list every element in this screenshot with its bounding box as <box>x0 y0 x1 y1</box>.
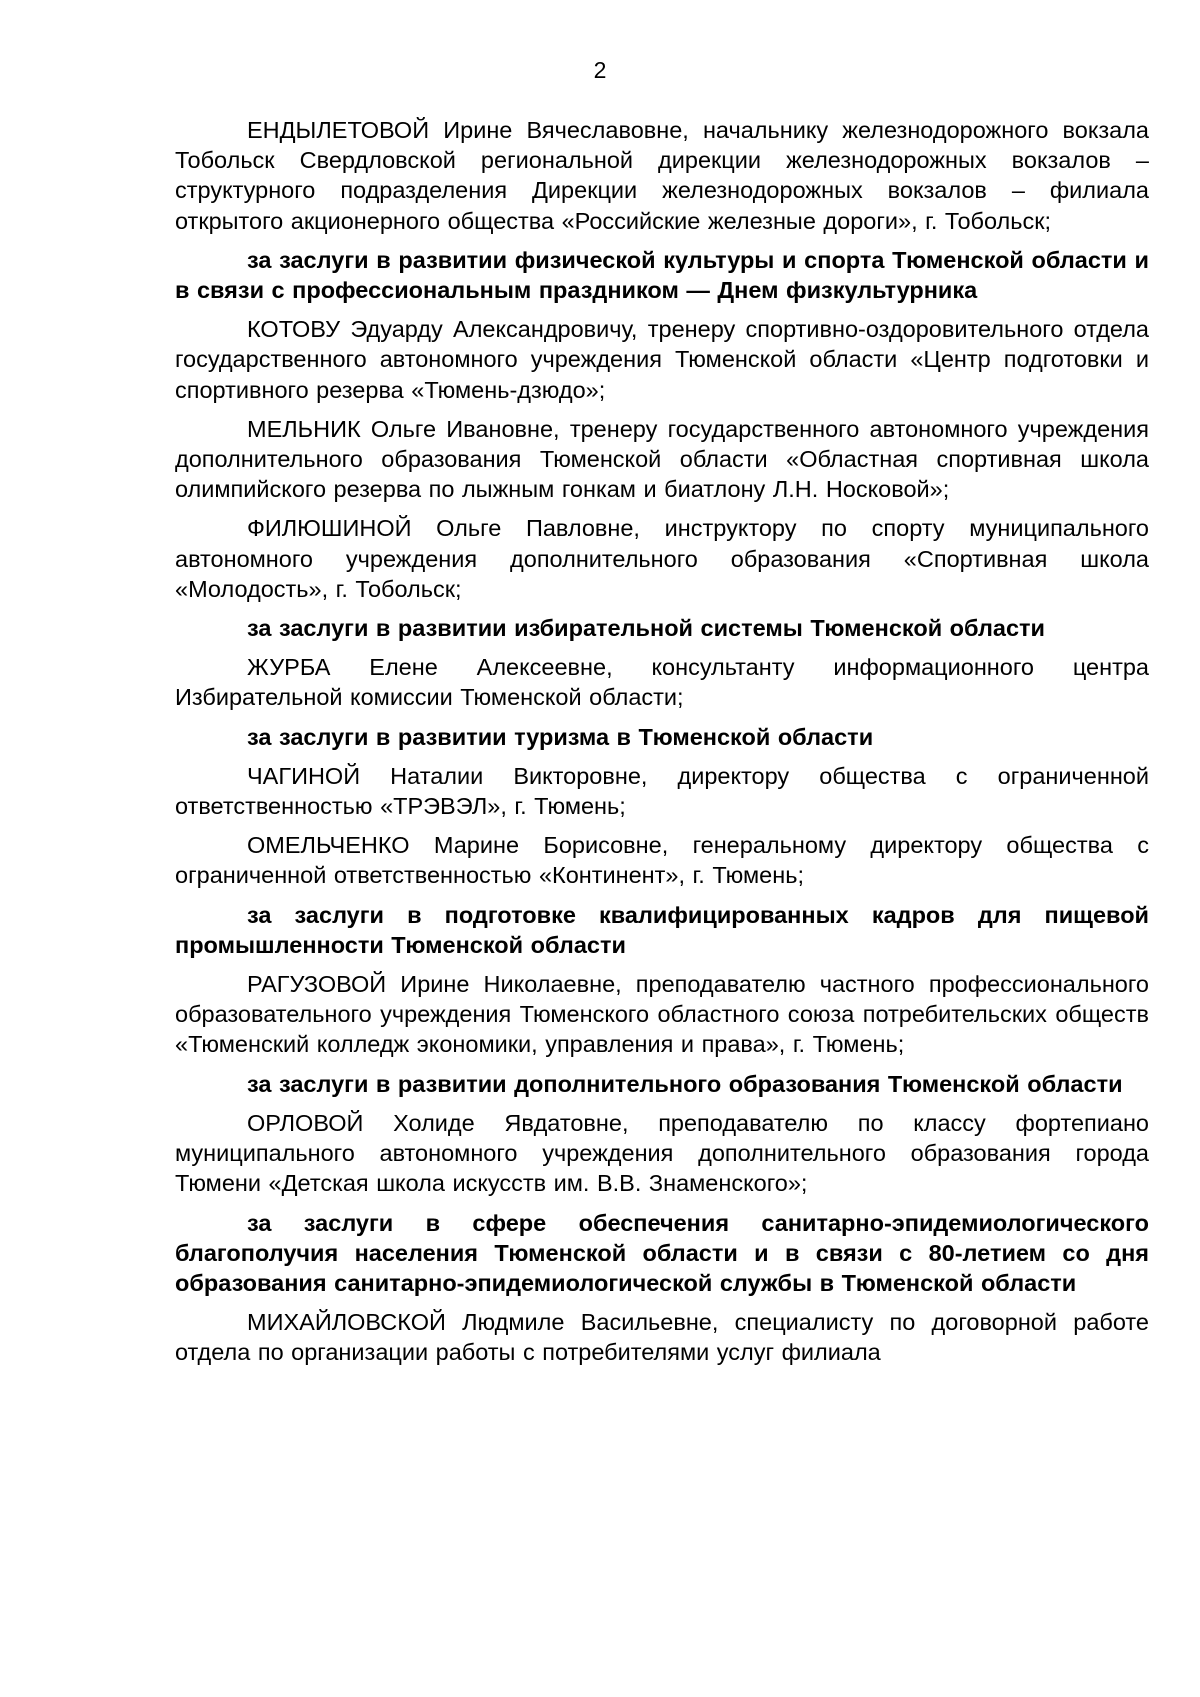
section-heading-additional-education: за заслуги в развитии дополнительного образования Тюменской области <box>247 1070 1123 1097</box>
award-recipient-endyletova: ЕНДЫЛЕТОВОЙ Ирине Вячеславовне, начальнику железнодорожного вокзала Тобольск Свердловской региональной дирекции железнодорожных вокзалов – структурного подразделения Дирекции железнодорожных вокзалов – филиала открытого акционерного общества «Российские железные дороги», г. Тобольск; <box>175 117 1149 234</box>
section-heading-elections: за заслуги в развитии избирательной системы Тюменской области <box>247 615 1045 642</box>
award-recipient-filyushina: ФИЛЮШИНОЙ Ольге Павловне, инструктору по спорту муниципального автономного учреждения дополнительного образования «Спортивная школа «Молодость», г. Тобольск; <box>175 515 1149 602</box>
section-heading-tourism: за заслуги в развитии туризма в Тюменской области <box>247 723 874 750</box>
award-recipient-chagina: ЧАГИНОЙ Наталии Викторовне, директору общества с ограниченной ответственностью «ТРЭВЭЛ», г. Тюмень; <box>175 762 1149 820</box>
award-recipient-mikhaylovskaya: МИХАЙЛОВСКОЙ Людмиле Васильевне, специалисту по договорной работе отдела по организации работы с потребителями услуг филиала <box>175 1309 1149 1366</box>
award-recipient-raguzova: РАГУЗОВОЙ Ирине Николаевне, преподавателю частного профессионального образовательного учреждения Тюменского областного союза потребительских обществ «Тюменский колледж экономики, управления и права», г. Тюмень; <box>175 971 1149 1058</box>
award-recipient-melnik: МЕЛЬНИК Ольге Ивановне, тренеру государственного автономного учреждения дополнительного образования Тюменской области «Областная спортивная школа олимпийского резерва по лыжным гонкам и биатлону Л.Н. Носковой»; <box>175 415 1149 503</box>
section-heading-food-industry: за заслуги в подготовке квалифицированных кадров для пищевой промышленности Тюменской области <box>175 901 1149 958</box>
document-body <box>175 115 1149 1377</box>
page-number: 2 <box>593 57 607 83</box>
award-recipient-orlova: ОРЛОВОЙ Холиде Явдатовне, преподавателю по классу фортепиано муниципального автономного учреждения дополнительного образования города Тюмени «Детская школа искусств им. В.В. Знаменского»; <box>175 1109 1149 1197</box>
section-heading-sport: за заслуги в развитии физической культуры и спорта Тюменской области и в связи с профессиональным праздником — Днем физкультурника <box>175 246 1149 304</box>
section-heading-sanitary-service: за заслуги в сфере обеспечения санитарно-эпидемиологического благополучия населения Тюменской области и в связи с 80-летием со дня образования санитарно-эпидемиологической службы в Тюменской области <box>175 1209 1149 1296</box>
award-recipient-omelchenko: ОМЕЛЬЧЕНКО Марине Борисовне, генеральному директору общества с ограниченной ответственностью «Континент», г. Тюмень; <box>175 832 1149 889</box>
award-recipient-zhurba: ЖУРБА Елене Алексеевне, консультанту информационного центра Избирательной комиссии Тюменской области; <box>175 654 1149 711</box>
award-recipient-kotov: КОТОВУ Эдуарду Александровичу, тренеру спортивно-оздоровительного отдела государственного автономного учреждения Тюменской области «Центр подготовки и спортивного резерва «Тюмень-дзюдо»; <box>175 316 1149 403</box>
